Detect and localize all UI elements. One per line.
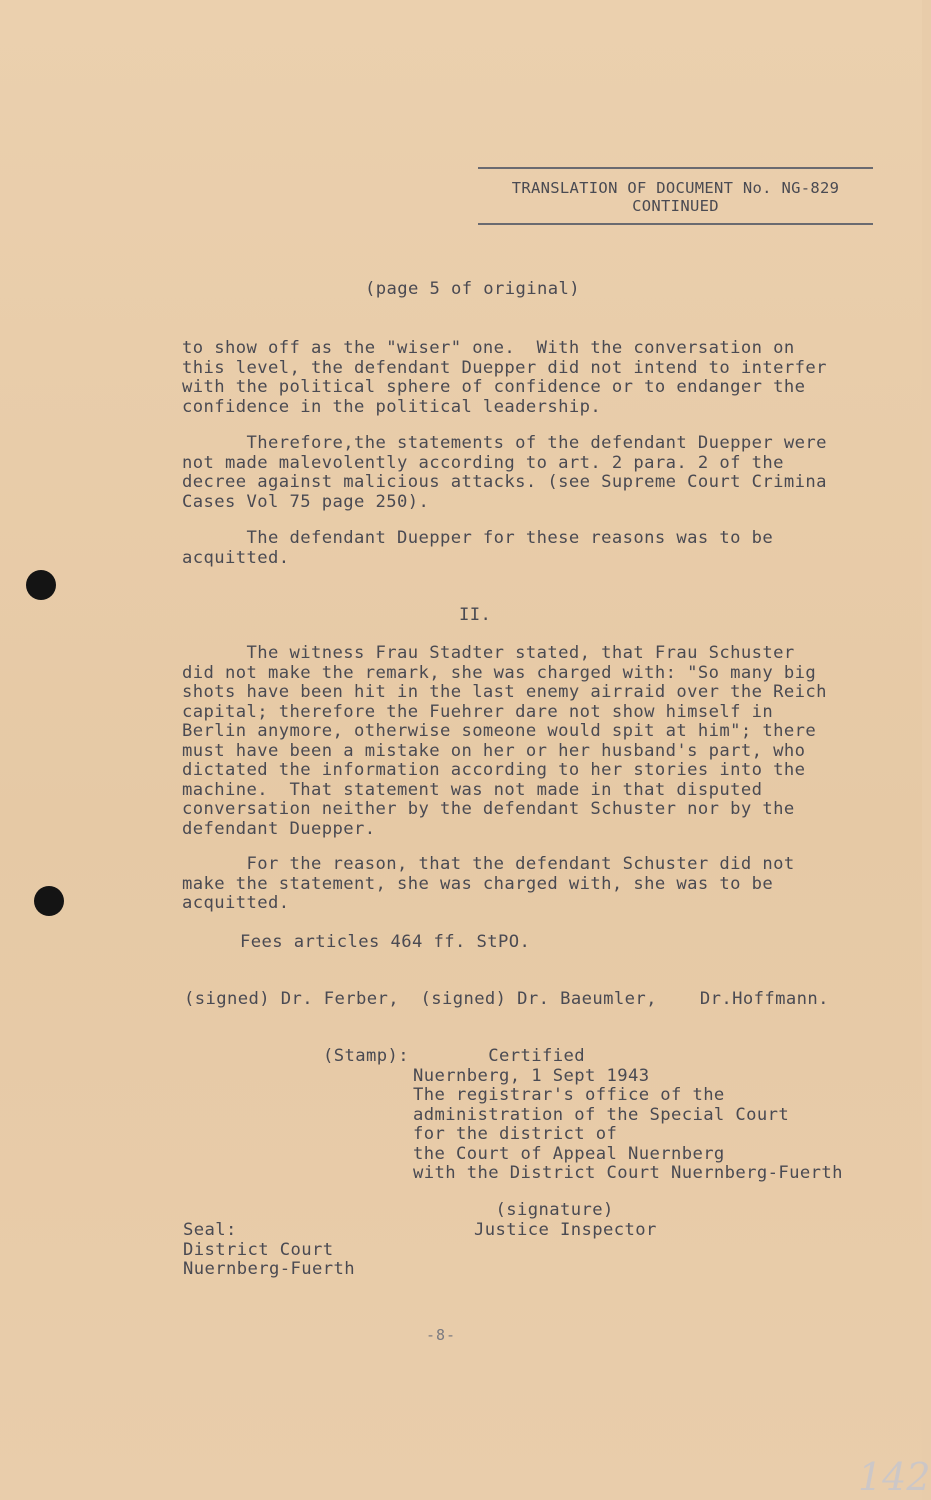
original-page-reference: (page 5 of original) [365,279,580,299]
fees-line: Fees articles 464 ff. StPO. [240,932,531,952]
paragraph-2: Therefore,the statements of the defendant Duepper were not made malevolently according to art. 2 para. 2 of the decree against malicious attacks. (see Supreme Court Crimina Cases Vol 75 page 250). [182,433,827,512]
punch-hole-bottom [34,886,64,916]
paragraph-5: For the reason, that the defendant Schuster did not make the statement, she was charged with, she was to be acquitted. [182,854,795,913]
stamp-label: (Stamp): [323,1046,409,1066]
document-header [478,167,873,225]
punch-hole-top [26,570,56,600]
page-number: -8- [426,1326,457,1344]
certification-stamp-text: Certified Nuernberg, 1 Sept 1943 The registrar's office of the administration of the Special Court for the district of the Court of Appeal Nuernberg with the District Court Nuernberg-Fuerth [413,1046,843,1183]
header-subtitle: CONTINUED [632,197,719,215]
handwritten-margin-number: 142 [858,1455,931,1499]
header-title: TRANSLATION OF DOCUMENT No. NG-829 [511,179,840,197]
signatories-line: (signed) Dr. Ferber, (signed) Dr. Baeumler, Dr.Hoffmann. [184,989,829,1009]
section-number: II. [459,605,492,625]
paragraph-1: to show off as the "wiser" one. With the conversation on this level, the defendant Duepper did not intend to interfer with the political sphere of confidence or to endanger the confidence in the political leadership. [182,338,827,417]
seal-block: Seal: District Court Nuernberg-Fuerth [183,1220,355,1279]
paragraph-4: The witness Frau Stadter stated, that Frau Schuster did not make the remark, she was charged with: "So many big shots have been hit in the last enemy airraid over the Reich capital; therefore the Fuehrer dare not show himself in Berlin anymore, otherwise someone would spit at him"; there must have been a mistake on her or her husband's part, who dictated the information according to her stories into the machine. That statement was not made in that disputed conversation neither by the defendant Schuster nor by the defendant Duepper. [182,643,827,839]
paragraph-3: The defendant Duepper for these reasons was to be acquitted. [182,528,774,568]
signature-block: (signature) Justice Inspector [474,1200,657,1240]
